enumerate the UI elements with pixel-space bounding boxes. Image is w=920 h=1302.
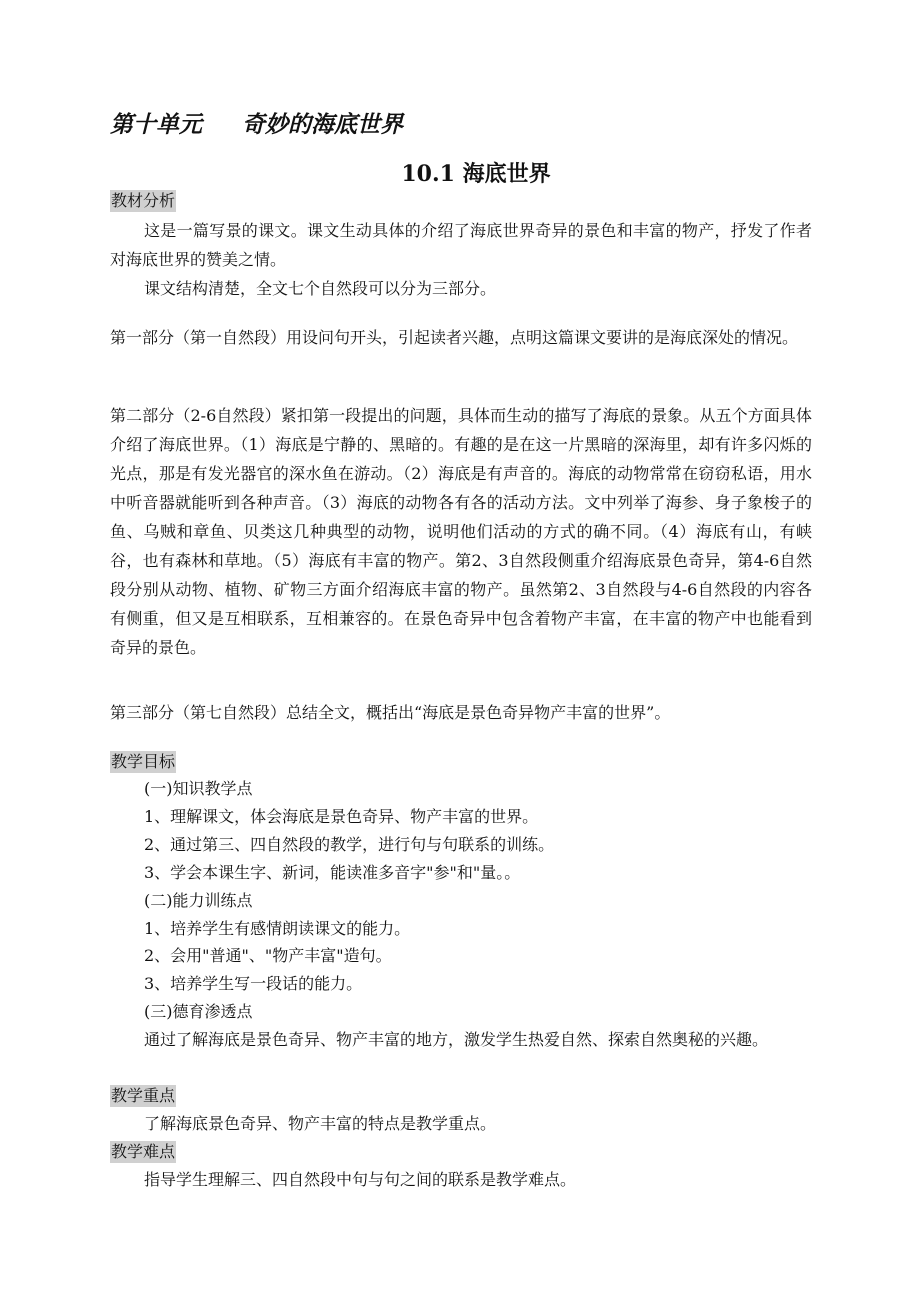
knowledge-item-3: 3、学会本课生字、新词，能读准多音字"参"和"量。。: [144, 863, 521, 882]
goals-label: 教学目标: [111, 752, 176, 771]
knowledge-heading: (一)知识教学点: [144, 779, 253, 798]
moral-paragraph: 通过了解海底是景色奇异、物产丰富的地方，激发学生热爱自然、探索自然奥秘的兴趣。: [144, 1030, 769, 1049]
knowledge-item-2: 2、通过第三、四自然段的教学，进行句与句联系的训练。: [144, 835, 555, 854]
ability-heading: (二)能力训练点: [144, 891, 253, 910]
ability-item-2: 2、会用"普通"、"物产丰富"造句。: [144, 946, 392, 965]
knowledge-item-1: 1、理解课文，体会海底是景色奇异、物产丰富的世界。: [144, 807, 539, 826]
part-three-paragraph: 第三部分（第七自然段）总结全文，概括出“海底是景色奇异物产丰富的世界”。: [110, 703, 671, 722]
analysis-paragraph-1: 这是一篇写景的课文。课文生动具体的介绍了海底世界奇异的景色和丰富的物产，抒发了作者对海底世界的赞美之情。: [110, 221, 812, 269]
lesson-title: 10.1 海底世界: [401, 161, 551, 187]
key-point-label: 教学重点: [111, 1086, 176, 1105]
part-two-paragraph: 第二部分（2-6自然段）紧扣第一段提出的问题，具体而生动的描写了海底的景象。从五个方面具体介绍了海底世界。（1）海底是宁静的、黑暗的。有趣的是在这一片黑暗的深海里，却有许多闪烁的光点，那是有发光器官的深水鱼在游动。（2）海底是有声音的。海底的动物常常在窃窃私语，用水中听音器就能听到各种声音。（3）海底的动物各有各的活动方法。文中列举了海参、身子象梭子的鱼、乌贼和章鱼、贝类这几种典型的动物，说明他们活动的方式的确不同。（4）海底有山，有峡谷，也有森林和草地。（5）海底有丰富的物产。第2、3自然段侧重介绍海底景色奇异，第4-6自然段分别从动物、植物、矿物三方面介绍海底丰富的物产。虽然第2、3自然段与4-6自然段的内容各有侧重，但又是互相联系，互相兼容的。在景色奇异中包含着物产丰富，在丰富的物产中也能看到奇异的景色。: [110, 406, 812, 657]
key-point-text: 了解海底景色奇异、物产丰富的特点是教学重点。: [144, 1114, 497, 1133]
unit-title: 第十单元 奇妙的海底世界: [110, 111, 404, 138]
ability-item-3: 3、培养学生写一段话的能力。: [144, 974, 363, 993]
difficulty-text: 指导学生理解三、四自然段中句与句之间的联系是教学难点。: [144, 1170, 577, 1189]
analysis-label: 教材分析: [111, 191, 176, 210]
part-one-paragraph: 第一部分（第一自然段）用设问句开头，引起读者兴趣，点明这篇课文要讲的是海底深处的情况。: [110, 328, 799, 347]
moral-heading: (三)德育渗透点: [144, 1002, 253, 1021]
analysis-paragraph-2: 课文结构清楚，全文七个自然段可以分为三部分。: [144, 279, 497, 298]
ability-item-1: 1、培养学生有感情朗读课文的能力。: [144, 919, 411, 938]
difficulty-label: 教学难点: [111, 1142, 176, 1161]
